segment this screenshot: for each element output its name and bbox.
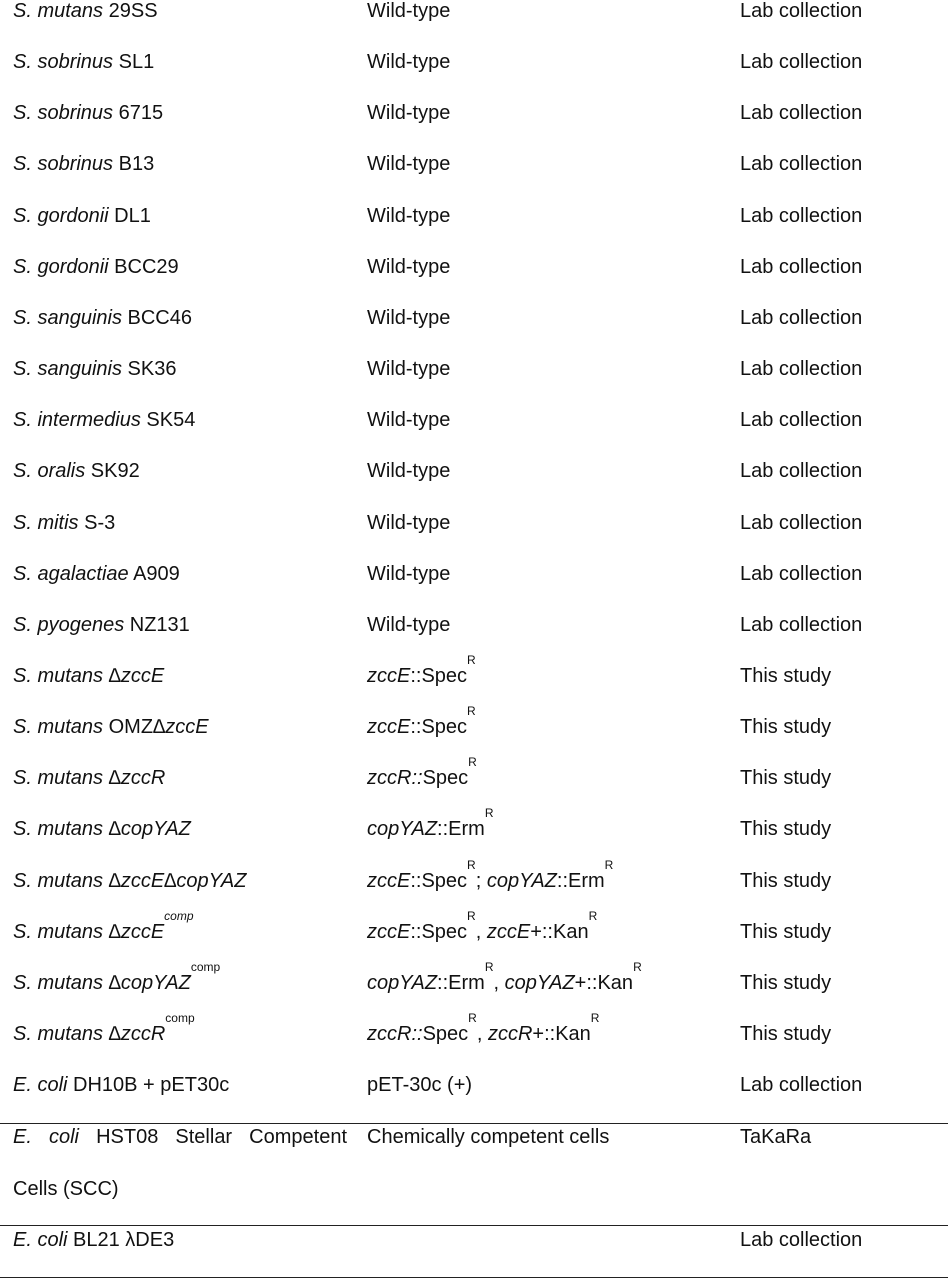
genotype-cell-part: ::Spec: [410, 664, 468, 687]
table-row: [0, 306, 948, 357]
genotype-cell: [367, 562, 450, 586]
row-divider: [0, 1123, 948, 1124]
strain-cell: [13, 101, 163, 125]
table-row: [0, 908, 948, 971]
strain-cell: [13, 1125, 347, 1149]
strain-cell: [13, 306, 192, 330]
source-cell: This study: [740, 920, 832, 943]
genotype-cell: [367, 459, 450, 483]
strain-cell-part: S. intermedius: [13, 409, 141, 432]
strain-cell: [13, 869, 246, 893]
genotype-cell: [367, 857, 614, 893]
strain-cell: [13, 817, 191, 841]
strain-cell: [13, 1011, 195, 1046]
source-cell: Lab collection: [740, 153, 863, 176]
strain-cell-part: SK54: [140, 409, 196, 432]
genotype-cell: [367, 306, 450, 330]
strain-cell-part: S. sobrinus: [13, 51, 114, 74]
strain-cell-part: 29SS: [103, 0, 158, 22]
genotype-cell-part: zccR: [487, 1023, 533, 1045]
strain-cell: [13, 459, 140, 483]
strain-cell: [13, 613, 190, 637]
genotype-cell-part: ::Erm: [556, 869, 605, 892]
genotype-cell: [367, 613, 450, 637]
strain-cell: [13, 50, 154, 74]
source-cell: Lab collection: [740, 204, 863, 227]
table-row: [0, 101, 948, 152]
genotype-cell-part: ,: [475, 920, 487, 943]
source-cell: This study: [740, 1023, 832, 1045]
genotype-cell-part: +::Kan: [530, 920, 589, 943]
genotype-cell-part: Wild-type: [367, 0, 451, 22]
genotype-cell-part: R: [467, 704, 476, 719]
strain-cell-part: comp: [165, 1011, 195, 1025]
strain-cell-part: DH10B + pET30c: [67, 1074, 230, 1097]
genotype-cell-part: ::Erm: [437, 818, 485, 841]
strain-cell-part: BCC29: [108, 255, 179, 278]
genotype-cell: [367, 0, 450, 23]
strain-cell-part: B13: [113, 153, 155, 176]
genotype-cell-part: ::Spec: [410, 716, 468, 739]
strain-cell-part: E. coli: [13, 1074, 68, 1097]
strain-cell: [13, 152, 154, 176]
strain-cell: [13, 204, 151, 228]
table-row: [0, 152, 948, 203]
strain-cell-part: ∆zccE: [153, 716, 209, 739]
genotype-cell-part: zccE: [367, 920, 411, 943]
strain-cell-part: S. mutans ∆zccR: [13, 1023, 166, 1045]
source-cell: Lab collection: [740, 1229, 863, 1251]
source-cell: Lab collection: [740, 1074, 863, 1097]
source-cell: Lab collection: [740, 460, 863, 483]
genotype-cell-part: zccR::: [367, 1023, 423, 1045]
strain-line2: Cells (SCC): [13, 1178, 119, 1200]
strain-cell-part: S. pyogenes: [13, 613, 125, 636]
strain-cell-part: 6715: [113, 102, 164, 125]
strain-cell-part: A909: [128, 562, 180, 585]
genotype-cell-part: ::Spec: [410, 920, 468, 943]
strain-cell: [13, 908, 194, 944]
strain-cell-part: S. mutans ∆copYAZ: [13, 818, 191, 841]
genotype-cell: [367, 204, 450, 228]
genotype-cell: [367, 357, 450, 381]
genotype-cell-part: copYAZ: [504, 971, 575, 994]
genotype-cell-part: Wild-type: [367, 51, 451, 74]
strain-cell: [13, 562, 180, 586]
strain-cell-part: S. sobrinus: [13, 153, 114, 176]
table-row: [0, 204, 948, 255]
genotype-cell-part: Wild-type: [367, 102, 451, 125]
table-row: [0, 511, 948, 562]
genotype-cell-part: R: [468, 1011, 477, 1025]
strain-cell-part: SL1: [113, 51, 155, 74]
genotype-cell-part: ::Erm: [437, 971, 485, 994]
strain-cell-part: S. mutans ∆zccE∆copYAZ: [13, 869, 247, 892]
strain-cell: [13, 766, 165, 790]
strain-name: HST08 Stellar Competent: [79, 1126, 348, 1148]
genotype-cell-part: R: [467, 908, 476, 923]
strain-cell: [13, 1073, 229, 1097]
genotype-cell: [367, 1011, 600, 1046]
strain-cell-part: S. sobrinus: [13, 102, 114, 125]
source-cell: This study: [740, 664, 832, 687]
genotype-cell-part: ;: [475, 869, 487, 892]
strain-line1: [13, 1125, 347, 1149]
source-cell: Lab collection: [740, 409, 863, 432]
genotype-cell-part: zccE: [486, 920, 531, 943]
source-cell: Lab collection: [740, 51, 863, 74]
genotype-cell-part: R: [604, 857, 614, 872]
strain-cell-part: NZ131: [124, 613, 190, 636]
source-cell: This study: [740, 971, 832, 994]
source-cell: Lab collection: [740, 255, 863, 278]
source-cell: Lab collection: [740, 306, 863, 329]
source-cell: Lab collection: [740, 358, 863, 381]
strain-cell: [13, 959, 221, 995]
genotype-cell-part: Wild-type: [367, 511, 451, 534]
genotype-cell-part: ,: [476, 1023, 488, 1045]
genotype-cell-part: ::Spec: [410, 869, 468, 892]
source-cell: Lab collection: [740, 0, 863, 22]
source-cell: This study: [740, 767, 832, 790]
species-name: E. coli: [13, 1229, 68, 1251]
strain-cell: [13, 0, 158, 23]
genotype-cell-part: R: [588, 908, 598, 923]
strain-cell-part: S. mutans ∆zccE: [13, 664, 165, 687]
genotype-cell-part: Wild-type: [367, 460, 451, 483]
genotype-cell-part: Spec: [422, 767, 469, 790]
row-divider: [0, 1225, 948, 1226]
strain-cell-part: SK36: [121, 358, 177, 381]
genotype-cell: [367, 1073, 472, 1097]
strain-cell-part: S. mutans: [13, 0, 104, 22]
genotype-cell-part: +::Kan: [532, 1023, 591, 1045]
table-bottom-rule: [0, 1277, 948, 1278]
genotype-cell-part: Wild-type: [367, 153, 451, 176]
table-row: [0, 562, 948, 613]
source-cell: This study: [740, 716, 832, 739]
genotype-cell-part: zccE: [367, 664, 411, 687]
strain-cell-part: S. sanguinis: [13, 358, 122, 381]
genotype-cell-part: R: [467, 857, 476, 872]
genotype-cell: [367, 511, 450, 535]
source-cell: Lab collection: [740, 511, 863, 534]
genotype-cell-part: Wild-type: [367, 255, 451, 278]
strain-cell: [13, 357, 176, 381]
genotype-cell-part: Wild-type: [367, 613, 451, 636]
strain-cell: [13, 715, 209, 739]
source-cell: Lab collection: [740, 613, 863, 636]
strain-name: BL21 λDE3: [67, 1229, 175, 1251]
table-row: [0, 50, 948, 101]
strain-cell-part: S. sanguinis: [13, 306, 122, 329]
strain-cell-part: DL1: [108, 204, 151, 227]
species-name: E. coli: [13, 1126, 79, 1148]
strain-cell-part: S. mitis: [13, 511, 79, 534]
genotype-cell: [367, 908, 598, 944]
strain-cell-part: S. mutans ∆copYAZ: [13, 971, 191, 994]
genotype-cell-part: Spec: [422, 1023, 469, 1045]
table-row: [0, 357, 948, 408]
strain-cell-part: comp: [190, 959, 221, 974]
genotype-cell: [367, 704, 476, 739]
strain-cell-part: S. mutans: [13, 716, 104, 739]
genotype-cell: [367, 755, 477, 790]
strain-cell-part: S. gordonii: [13, 255, 109, 278]
genotype-cell-part: R: [467, 652, 476, 667]
source-cell: This study: [740, 869, 832, 892]
source-cell: This study: [740, 818, 832, 841]
strain-cell-part: OMZ: [103, 716, 154, 739]
strain-cell: [13, 255, 179, 279]
genotype-cell-part: zccE: [367, 869, 411, 892]
genotype-cell-part: R: [468, 755, 477, 770]
genotype-cell: [367, 408, 450, 432]
strain-cell: [13, 511, 115, 535]
source-cell: TaKaRa: [740, 1126, 812, 1148]
genotype-cell-part: copYAZ: [367, 818, 438, 841]
genotype-cell-part: +::Kan: [574, 971, 634, 994]
strain-cell-part: S. agalactiae: [13, 562, 129, 585]
table-row: [0, 255, 948, 306]
strain-cell-part: BCC46: [121, 306, 192, 329]
genotype-cell-part: zccR::: [367, 767, 423, 790]
genotype-cell: [367, 50, 450, 74]
genotype-cell-part: R: [484, 806, 494, 821]
genotype-cell: [367, 959, 642, 995]
strain-cell-part: S-3: [78, 511, 116, 534]
genotype-cell-part: ,: [493, 971, 505, 994]
genotype-cell-part: Wild-type: [367, 562, 451, 585]
strain-cell: [13, 1228, 174, 1252]
table-row: [0, 0, 948, 50]
genotype-cell: [367, 152, 450, 176]
strain-cell: [13, 664, 164, 688]
table-row: [0, 1011, 948, 1073]
genotype-cell: [367, 806, 494, 841]
genotype-cell-part: copYAZ: [367, 971, 438, 994]
genotype-cell: Chemically competent cells: [367, 1126, 610, 1148]
table-row: [0, 1125, 948, 1176]
strain-cell-part: comp: [164, 908, 194, 923]
genotype-cell-part: pET-30c (+): [367, 1074, 473, 1097]
genotype-cell-part: Wild-type: [367, 204, 451, 227]
table-row: [0, 755, 948, 817]
table-row: [0, 408, 948, 459]
strain-cell-part: S. mutans ∆zccR: [13, 767, 166, 790]
strain-cell-part: SK92: [85, 460, 140, 483]
strain-cell-part: S. oralis: [13, 460, 86, 483]
table-row: [0, 1073, 948, 1124]
genotype-cell-part: Wild-type: [367, 409, 451, 432]
genotype-cell-part: R: [633, 959, 642, 974]
genotype-cell-part: copYAZ: [486, 869, 557, 892]
strain-cell-part: S. mutans ∆zccE: [13, 920, 165, 943]
strain-cell-part: S. gordonii: [13, 204, 109, 227]
source-cell: Lab collection: [740, 562, 863, 585]
genotype-cell-part: Wild-type: [367, 306, 451, 329]
strain-cell: [13, 408, 195, 432]
genotype-cell-part: R: [484, 959, 494, 974]
genotype-cell: [367, 101, 450, 125]
genotype-cell-part: Wild-type: [367, 358, 451, 381]
genotype-cell: [367, 652, 476, 688]
table-row: [0, 459, 948, 510]
genotype-cell: [367, 255, 450, 279]
table-row: [0, 1228, 948, 1279]
genotype-cell-part: R: [590, 1011, 600, 1025]
source-cell: Lab collection: [740, 102, 863, 125]
genotype-cell-part: zccE: [367, 716, 411, 739]
